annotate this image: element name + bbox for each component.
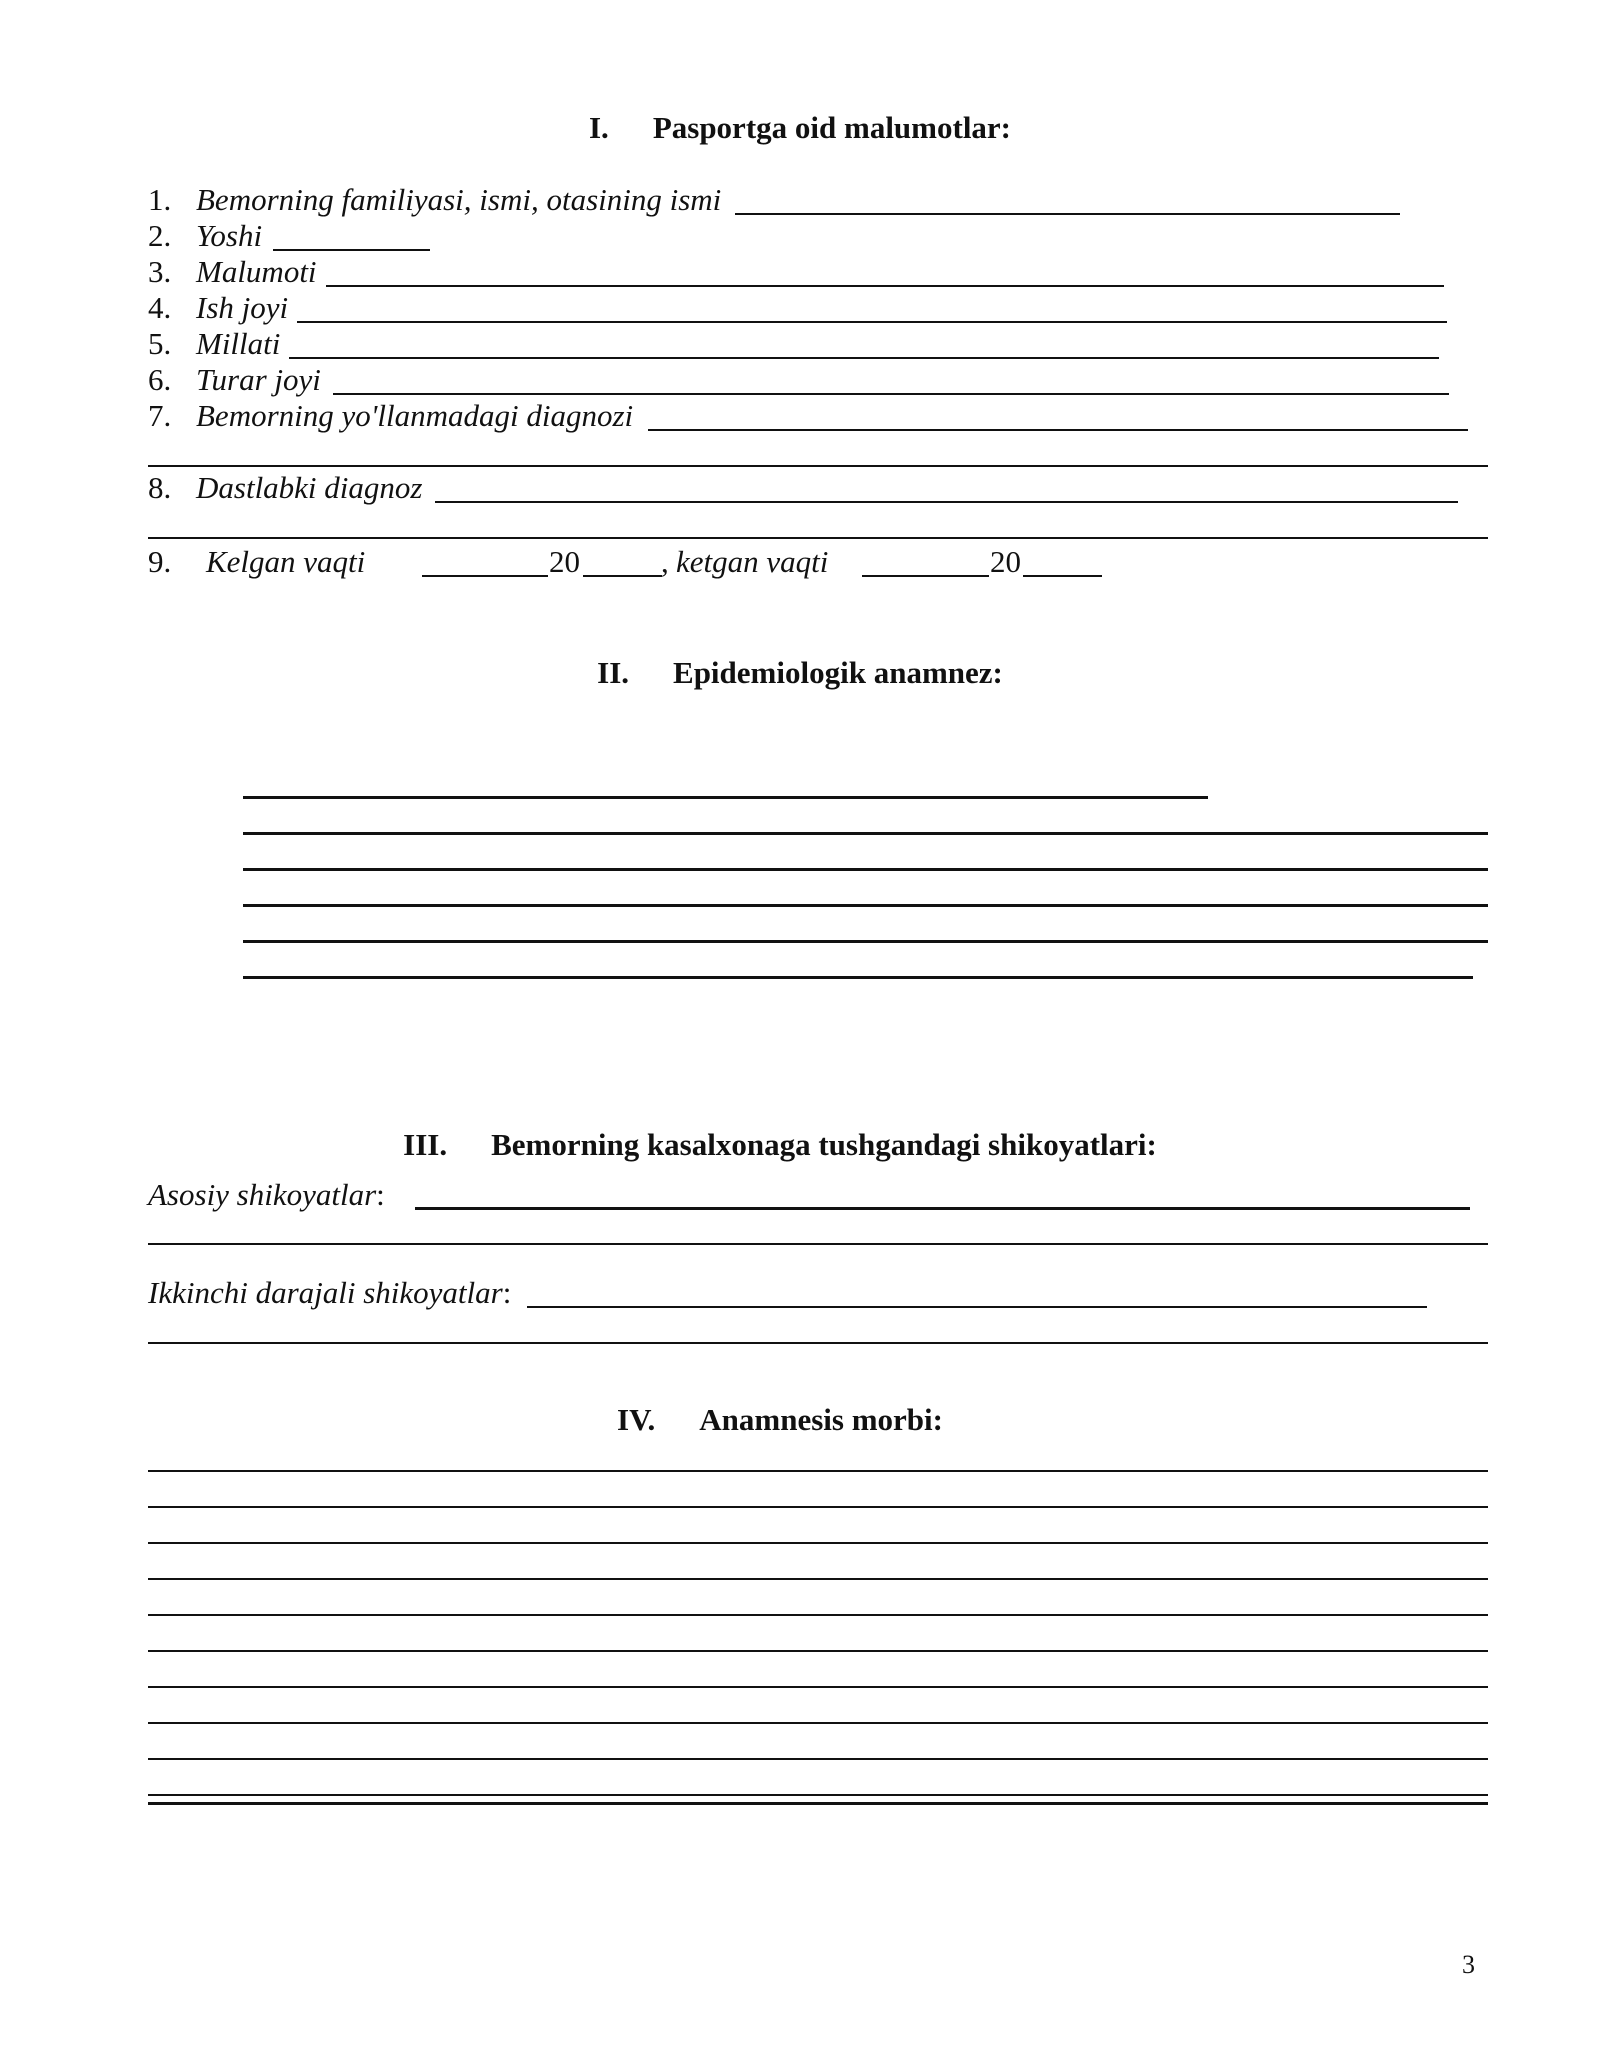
arrival-year-input-line[interactable]	[583, 575, 662, 577]
departure-year-prefix: 20	[990, 544, 1021, 579]
section-3-heading	[0, 1127, 1580, 1163]
item-number: 5.	[148, 326, 172, 361]
main-complaints-input-line[interactable]	[415, 1207, 1470, 1210]
referral-diagnosis-continuation-line[interactable]	[148, 465, 1488, 467]
education-input-line[interactable]	[326, 285, 1444, 287]
item-number: 4.	[148, 290, 172, 325]
item-number: 1.	[148, 182, 172, 217]
nationality-input-line[interactable]	[289, 357, 1439, 359]
page-number: 3	[1462, 1950, 1475, 1979]
anamnesis-line[interactable]	[148, 1614, 1488, 1616]
item-number: 6.	[148, 362, 172, 397]
field-label-residence: Turar joyi	[196, 362, 321, 397]
departure-date-input-line[interactable]	[862, 575, 989, 577]
epidemiology-line[interactable]	[243, 796, 1208, 799]
anamnesis-line[interactable]	[148, 1506, 1488, 1508]
anamnesis-line[interactable]	[148, 1542, 1488, 1544]
epidemiology-line[interactable]	[243, 904, 1488, 907]
item-number: 9.	[148, 544, 172, 579]
item-number: 3.	[148, 254, 172, 289]
item-number: 7.	[148, 398, 172, 433]
epidemiology-line[interactable]	[243, 976, 1473, 979]
colon: :	[502, 1275, 512, 1310]
fullname-input-line[interactable]	[735, 213, 1400, 215]
field-label-referral-diagnosis: Bemorning yo'llanmadagi diagnozi	[196, 398, 634, 433]
epidemiology-line[interactable]	[243, 940, 1488, 943]
section-1-heading	[0, 110, 1600, 146]
anamnesis-line[interactable]	[148, 1758, 1488, 1760]
anamnesis-line[interactable]	[148, 1686, 1488, 1688]
age-input-line[interactable]	[273, 249, 430, 251]
referral-diagnosis-input-line[interactable]	[648, 429, 1468, 431]
preliminary-diagnosis-input-line[interactable]	[435, 501, 1458, 503]
anamnesis-line[interactable]	[148, 1650, 1488, 1652]
section-2-title: Epidemiologik anamnez:	[673, 655, 1003, 690]
field-label-age: Yoshi	[196, 218, 263, 253]
anamnesis-line[interactable]	[148, 1794, 1488, 1796]
section-3-number: III.	[403, 1127, 448, 1162]
secondary-complaints-input-line[interactable]	[527, 1306, 1427, 1308]
field-label-workplace: Ish joyi	[196, 290, 289, 325]
anamnesis-line[interactable]	[148, 1470, 1488, 1472]
anamnesis-line[interactable]	[148, 1802, 1488, 1805]
colon: :	[376, 1177, 385, 1212]
preliminary-diagnosis-continuation-line[interactable]	[148, 537, 1488, 539]
workplace-input-line[interactable]	[297, 321, 1447, 323]
section-2-heading	[0, 655, 1600, 691]
epidemiology-line[interactable]	[243, 868, 1488, 871]
comma-separator: ,	[661, 544, 669, 579]
field-label-fullname: Bemorning familiyasi, ismi, otasining ismi	[196, 182, 722, 217]
field-label-education: Malumoti	[196, 254, 317, 289]
main-complaints-label-wrap	[148, 1177, 385, 1213]
secondary-complaints-label: Ikkinchi darajali shikoyatlar	[148, 1275, 503, 1310]
main-complaints-label: Asosiy shikoyatlar	[148, 1177, 377, 1212]
anamnesis-line[interactable]	[148, 1578, 1488, 1580]
item-number: 8.	[148, 470, 172, 505]
anamnesis-line[interactable]	[148, 1722, 1488, 1724]
section-1-title: Pasportga oid malumotlar:	[652, 110, 1012, 145]
field-label-nationality: Millati	[196, 326, 281, 361]
section-1-number: I.	[588, 110, 609, 145]
main-complaints-continuation-line[interactable]	[148, 1243, 1488, 1245]
field-label-departure-date: ketgan vaqti	[676, 544, 829, 579]
departure-year-input-line[interactable]	[1023, 575, 1102, 577]
section-2-number: II.	[597, 655, 630, 690]
arrival-year-prefix: 20	[549, 544, 580, 579]
arrival-date-input-line[interactable]	[422, 575, 548, 577]
section-4-number: IV.	[617, 1402, 656, 1437]
item-number: 2.	[148, 218, 172, 253]
epidemiology-line[interactable]	[243, 832, 1488, 835]
residence-input-line[interactable]	[333, 393, 1449, 395]
section-3-title: Bemorning kasalxonaga tushgandagi shikoyatlari:	[491, 1127, 1157, 1162]
section-4-heading	[0, 1402, 1580, 1438]
field-label-preliminary-diagnosis: Dastlabki diagnoz	[196, 470, 423, 505]
secondary-complaints-continuation-line[interactable]	[148, 1342, 1488, 1344]
field-label-arrival-date: Kelgan vaqti	[206, 544, 366, 579]
secondary-complaints-label-wrap	[148, 1275, 511, 1311]
section-4-title: Anamnesis morbi:	[699, 1402, 943, 1437]
